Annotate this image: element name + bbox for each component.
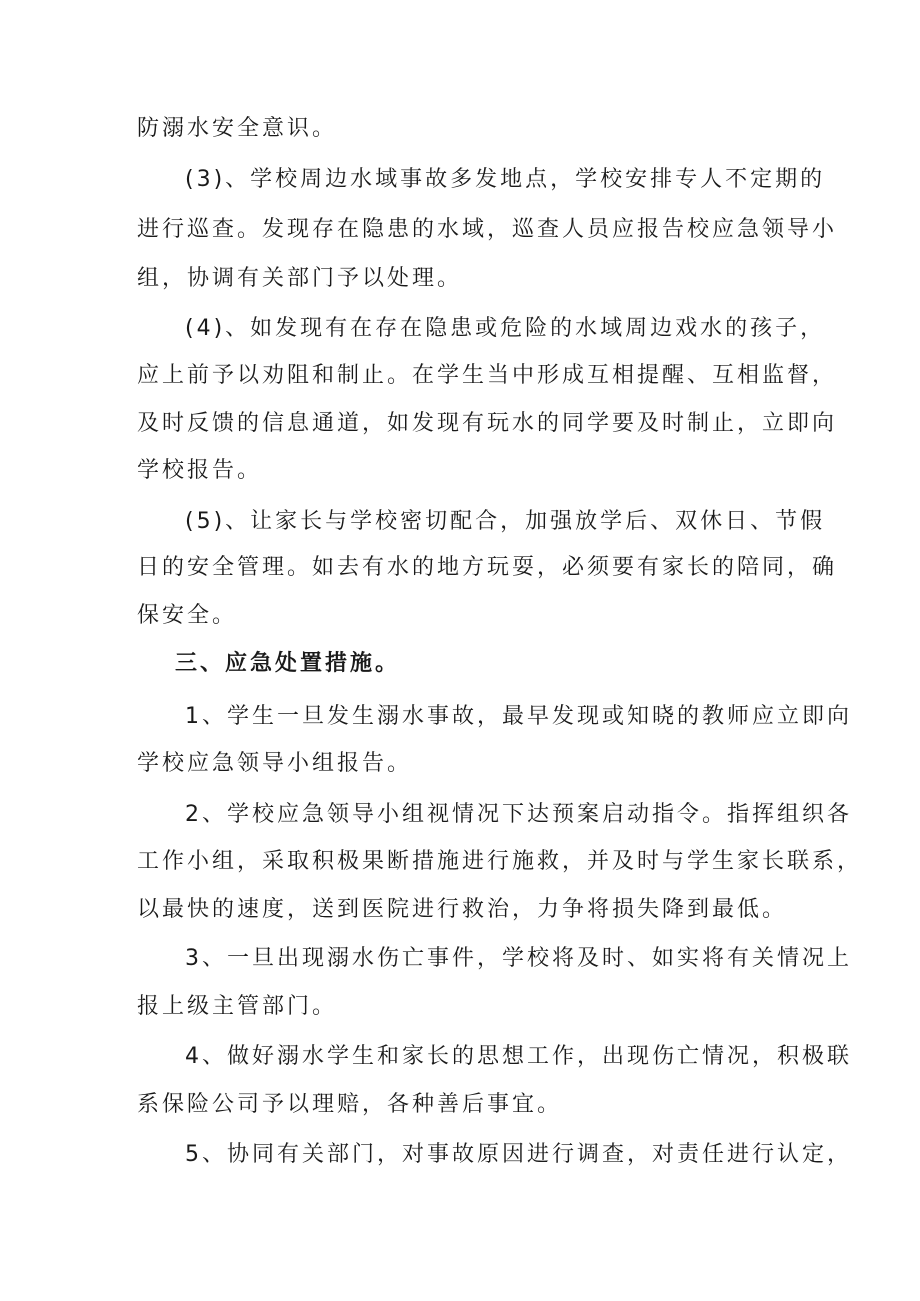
paragraph-line: 系保险公司予以理赔，各种善后事宜。 [137, 1092, 563, 1117]
paragraph-line: (3)、学校周边水域事故多发地点，学校安排专人不定期的 [185, 167, 826, 192]
paragraph-line: 2、学校应急领导小组视情况下达预案启动指令。指挥组织各 [185, 802, 852, 827]
paragraph-line: 1、学生一旦发生溺水事故，最早发现或知晓的教师应立即向 [185, 704, 852, 729]
paragraph-line: 保安全。 [137, 603, 238, 628]
paragraph-line: 防溺水安全意识。 [137, 116, 338, 141]
paragraph-line: 学校应急领导小组报告。 [137, 751, 413, 776]
paragraph-line: 以最快的速度，送到医院进行救治，力争将损失降到最低。 [137, 897, 788, 922]
paragraph-line: (5)、让家长与学校密切配合，加强放学后、双休日、节假 [185, 509, 826, 534]
paragraph-line: 应上前予以劝阻和制止。在学生当中形成互相提醒、互相监督， [137, 363, 838, 388]
paragraph-line: 进行巡查。发现存在隐患的水域，巡查人员应报告校应急领导小 [137, 217, 838, 242]
paragraph-line: (4)、如发现有在存在隐患或危险的水域周边戏水的孩子， [185, 316, 826, 341]
paragraph-line: 3、一旦出现溺水伤亡事件，学校将及时、如实将有关情况上 [185, 946, 852, 971]
paragraph-line: 5、协同有关部门，对事故原因进行调查，对责任进行认定， [185, 1142, 852, 1167]
section-heading: 三、应急处置措施。 [175, 651, 401, 676]
paragraph-line: 报上级主管部门。 [137, 994, 338, 1019]
paragraph-line: 日的安全管理。如去有水的地方玩耍，必须要有家长的陪同，确 [137, 555, 838, 580]
paragraph-line: 工作小组，采取积极果断措施进行施救，并及时与学生家长联系， [137, 849, 863, 874]
paragraph-line: 学校报告。 [137, 458, 263, 483]
paragraph-line: 组，协调有关部门予以处理。 [137, 266, 463, 291]
paragraph-line: 4、做好溺水学生和家长的思想工作，出现伤亡情况，积极联 [185, 1044, 852, 1069]
paragraph-line: 及时反馈的信息通道，如发现有玩水的同学要及时制止，立即向 [137, 411, 838, 436]
